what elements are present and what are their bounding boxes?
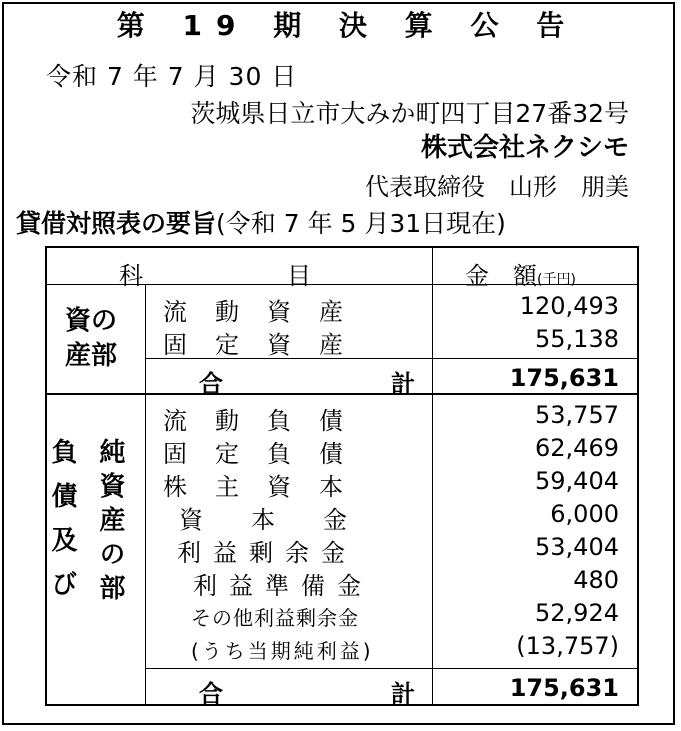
table-row-value: 59,404 [535, 467, 619, 495]
table-row-label: (うち当期純利益) [191, 639, 374, 663]
section-column-divider [145, 284, 146, 704]
table-row-label: 利益剰余金 [177, 539, 357, 567]
representative: 代表取締役 山形 朋美 [365, 173, 629, 201]
table-row-label: 株主資本 [163, 473, 371, 501]
column-header-amount [465, 256, 576, 291]
liabilities-total-label: 合 計 [199, 680, 415, 708]
liabilities-section-label-col2: 純資産の部 [95, 438, 125, 608]
table-row-value: 480 [573, 566, 619, 594]
table-row-label: 資 本 金 [179, 506, 347, 534]
assets-section-label-line1: 資の [65, 306, 118, 336]
liabilities-section-label-col1: 負債及び [47, 438, 77, 614]
table-row-value: 53,404 [535, 533, 619, 561]
notice-date: 令和 7 年 7 月 30 日 [46, 62, 298, 91]
notice-title: 第 19 期 決 算 公 告 [116, 9, 579, 42]
table-row-label: 利益準備金 [193, 572, 373, 600]
table-row-value: 62,469 [535, 434, 619, 462]
table-row-value: 6,000 [550, 500, 619, 528]
balance-sheet-title: 貸借対照表の要旨 [16, 209, 217, 238]
table-row-label: 流動負債 [163, 407, 371, 435]
table-row-value: 53,757 [535, 401, 619, 429]
table-row-value: 52,924 [535, 599, 619, 627]
liabilities-total-divider [145, 668, 637, 669]
balance-sheet-table [45, 246, 639, 706]
column-header-item: 科 目 [119, 262, 311, 290]
table-row-label: その他利益剰余金 [191, 606, 359, 630]
company-name: 株式会社ネクシモ [420, 133, 629, 163]
assets-total-label: 合 計 [199, 370, 415, 398]
table-row-label: 固定資産 [163, 331, 371, 359]
company-address: 茨城県日立市大みか町四丁目27番32号 [190, 99, 629, 128]
balance-sheet-heading [16, 211, 506, 236]
table-row-label: 流動資産 [163, 298, 371, 326]
unit-label: (千円) [537, 272, 576, 288]
amount-label: 金 額 [465, 262, 537, 290]
table-row-value: (13,757) [516, 632, 619, 660]
assets-section-label-line2: 産部 [65, 341, 118, 371]
assets-total-value: 175,631 [509, 364, 619, 392]
amount-column-divider [432, 248, 433, 704]
liabilities-total-value: 175,631 [509, 674, 619, 702]
balance-sheet-period: (令和 7 年 5 月31日現在) [216, 209, 506, 238]
table-row-value: 55,138 [535, 325, 619, 353]
table-row-label: 固定負債 [163, 440, 371, 468]
table-row-value: 120,493 [519, 292, 619, 320]
